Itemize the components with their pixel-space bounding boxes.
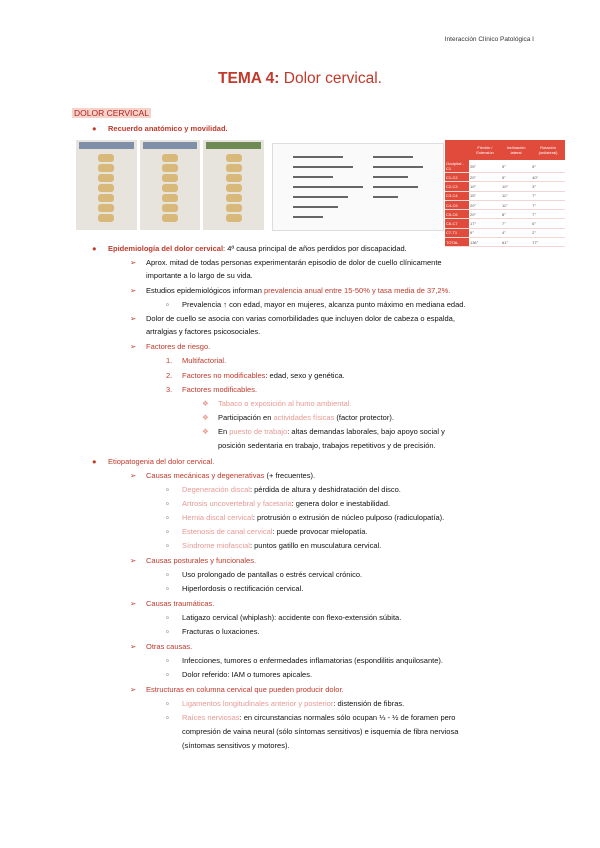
number-marker: 2. bbox=[166, 371, 173, 380]
list-item: ▫ Raíces nerviosas: en circunstancias normales sólo ocupan ⅓ - ½ de foramen pero bbox=[166, 713, 456, 722]
square-bullet-icon: ▫ bbox=[166, 656, 169, 665]
square-bullet-icon: ▫ bbox=[166, 527, 169, 536]
arrow-bullet-icon: ➢ bbox=[130, 258, 137, 267]
title-rest: Dolor cervical. bbox=[283, 70, 382, 87]
list-item: ▫ Dolor referido: IAM o tumores apicales. bbox=[166, 670, 313, 679]
list-item: ➢ Aprox. mitad de todas personas experimentarán episodio de dolor de cuello clínicamente bbox=[130, 258, 442, 267]
section-label: DOLOR CERVICAL bbox=[74, 108, 149, 118]
bullet-dot-icon: ● bbox=[92, 457, 97, 466]
list-item: 2. Factores no modificables: edad, sexo y genética. bbox=[166, 371, 345, 380]
etiology-item: ● Etiopatogenia del dolor cervical. bbox=[92, 457, 215, 466]
square-bullet-icon: ▫ bbox=[166, 485, 169, 494]
list-item: ▫ Ligamentos longitudinales anterior y posterior: distensión de fibras. bbox=[166, 699, 405, 708]
square-bullet-icon: ▫ bbox=[166, 499, 169, 508]
table-row: C6-C7 17° 7° 6° bbox=[445, 219, 565, 228]
list-item: ▫ Prevalencia ↑ con edad, mayor en mujeres, alcanza punto máximo en mediana edad. bbox=[166, 300, 466, 309]
arrow-bullet-icon: ➢ bbox=[130, 556, 137, 565]
list-item-continuation: posición sedentaria en trabajo, trabajos repetitivos y de precisión. bbox=[218, 441, 436, 450]
table-header: Rotación (unilateral) bbox=[531, 140, 565, 160]
epidemiology-item: ● Epidemiología del dolor cervical: 4ª causa principal de años perdidos por discapacidad. bbox=[92, 244, 407, 253]
table-row: C3-C4 15° 11° 7° bbox=[445, 191, 565, 200]
list-item: ▫ Hernia discal cervical: protrusión o extrusión de núcleo pulposo (radiculopatía). bbox=[166, 513, 445, 522]
list-item-continuation: importante a lo largo de su vida. bbox=[146, 271, 253, 280]
anatomy-heading: ● Recuerdo anatómico y movilidad. bbox=[92, 124, 228, 133]
arrow-bullet-icon: ➢ bbox=[130, 286, 137, 295]
title-lead: TEMA 4: bbox=[218, 70, 280, 87]
diamond-bullet-icon: ❖ bbox=[202, 413, 209, 422]
table-header: Flexión / Extensión bbox=[469, 140, 501, 160]
list-item: ➢ Causas mecánicas y degenerativas (+ frecuentes). bbox=[130, 471, 316, 480]
table-row: C5-C6 20° 8° 7° bbox=[445, 210, 565, 219]
square-bullet-icon: ▫ bbox=[166, 541, 169, 550]
page-title bbox=[0, 70, 600, 88]
arrow-bullet-icon: ➢ bbox=[130, 685, 137, 694]
table-row: C4-C5 20° 11° 7° bbox=[445, 200, 565, 209]
list-item-continuation: (síntomas sensitivos y motores). bbox=[182, 741, 290, 750]
table-row: TOTAL 136° 61° 77° bbox=[445, 238, 565, 247]
bullet-dot-icon: ● bbox=[92, 244, 97, 253]
square-bullet-icon: ▫ bbox=[166, 627, 169, 636]
list-item: ➢ Causas posturales y funcionales. bbox=[130, 556, 257, 565]
square-bullet-icon: ▫ bbox=[166, 713, 169, 722]
list-item: ▫ Hiperlordosis o rectificación cervical. bbox=[166, 584, 304, 593]
table-row: Occipital - C1 25° 5° 5° bbox=[445, 160, 565, 173]
list-item: ➢ Estructuras en columna cervical que pueden producir dolor. bbox=[130, 685, 344, 694]
square-bullet-icon: ▫ bbox=[166, 300, 169, 309]
diamond-bullet-icon: ❖ bbox=[202, 427, 209, 436]
number-marker: 1. bbox=[166, 356, 173, 365]
list-item: 3. Factores modificables. bbox=[166, 385, 258, 394]
table-header: Inclinación lateral bbox=[501, 140, 531, 160]
mobility-chart-image bbox=[272, 143, 444, 231]
square-bullet-icon: ▫ bbox=[166, 613, 169, 622]
square-bullet-icon: ▫ bbox=[166, 584, 169, 593]
table-row: C1-C2 20° 5° 40° bbox=[445, 173, 565, 182]
arrow-bullet-icon: ➢ bbox=[130, 642, 137, 651]
list-item: ➢ Factores de riesgo. bbox=[130, 342, 211, 351]
list-item-continuation: artralgias y factores psicosociales. bbox=[146, 327, 261, 336]
table-row: C2-C3 10° 10° 3° bbox=[445, 182, 565, 191]
bullet-dot-icon: ● bbox=[92, 124, 97, 133]
list-item: ▫ Latigazo cervical (whiplash): accidente con flexo-extensión súbita. bbox=[166, 613, 402, 622]
list-item-continuation: compresión de vaina neural (sólo síntomas sensitivos) e isquemia de fibra nerviosa bbox=[182, 727, 459, 736]
table-row: C7-T1 9° 4° 2° bbox=[445, 228, 565, 237]
spine-image-posterior bbox=[203, 140, 264, 230]
arrow-bullet-icon: ➢ bbox=[130, 314, 137, 323]
mobility-table bbox=[445, 140, 565, 247]
arrow-bullet-icon: ➢ bbox=[130, 471, 137, 480]
list-item: 1. Multifactorial. bbox=[166, 356, 227, 365]
arrow-bullet-icon: ➢ bbox=[130, 342, 137, 351]
square-bullet-icon: ▫ bbox=[166, 670, 169, 679]
list-item: ▫ Uso prolongado de pantallas o estrés cervical crónico. bbox=[166, 570, 363, 579]
list-item: ❖ En puesto de trabajo: altas demandas laborales, bajo apoyo social y bbox=[202, 427, 445, 436]
page-header: Interacción Clínico Patológica I bbox=[444, 36, 534, 43]
list-item: ▫ Degeneración discal: pérdida de altura y deshidratación del disco. bbox=[166, 485, 401, 494]
square-bullet-icon: ▫ bbox=[166, 513, 169, 522]
arrow-bullet-icon: ➢ bbox=[130, 599, 137, 608]
list-item: ➢ Estudios epidemiológicos informan prevalencia anual entre 15-50% y tasa media de 37,2%. bbox=[130, 286, 451, 295]
diamond-bullet-icon: ❖ bbox=[202, 399, 209, 408]
table-header-segment bbox=[445, 140, 469, 160]
list-item: ❖ Tabaco o exposición al humo ambiental. bbox=[202, 399, 352, 408]
list-item: ▫ Infecciones, tumores o enfermedades inflamatorias (espondilitis anquilosante). bbox=[166, 656, 443, 665]
list-item: ➢ Causas traumáticas. bbox=[130, 599, 215, 608]
list-item: ▫ Fracturas o luxaciones. bbox=[166, 627, 260, 636]
spine-image-lateral bbox=[76, 140, 137, 230]
list-item: ➢ Otras causas. bbox=[130, 642, 193, 651]
square-bullet-icon: ▫ bbox=[166, 699, 169, 708]
list-item: ➢ Dolor de cuello se asocia con varias comorbilidades que incluyen dolor de cabeza o espalda, bbox=[130, 314, 455, 323]
spine-images bbox=[76, 140, 264, 230]
list-item: ❖ Participación en actividades físicas (factor protector). bbox=[202, 413, 394, 422]
spine-image-anterior bbox=[140, 140, 201, 230]
list-item: ▫ Estenosis de canal cervical: puede provocar mielopatía. bbox=[166, 527, 368, 536]
number-marker: 3. bbox=[166, 385, 173, 394]
square-bullet-icon: ▫ bbox=[166, 570, 169, 579]
list-item: ▫ Artrosis uncovertebral y facetaria: genera dolor e inestabilidad. bbox=[166, 499, 391, 508]
list-item: ▫ Síndrome miofascial: puntos gatillo en musculatura cervical. bbox=[166, 541, 382, 550]
